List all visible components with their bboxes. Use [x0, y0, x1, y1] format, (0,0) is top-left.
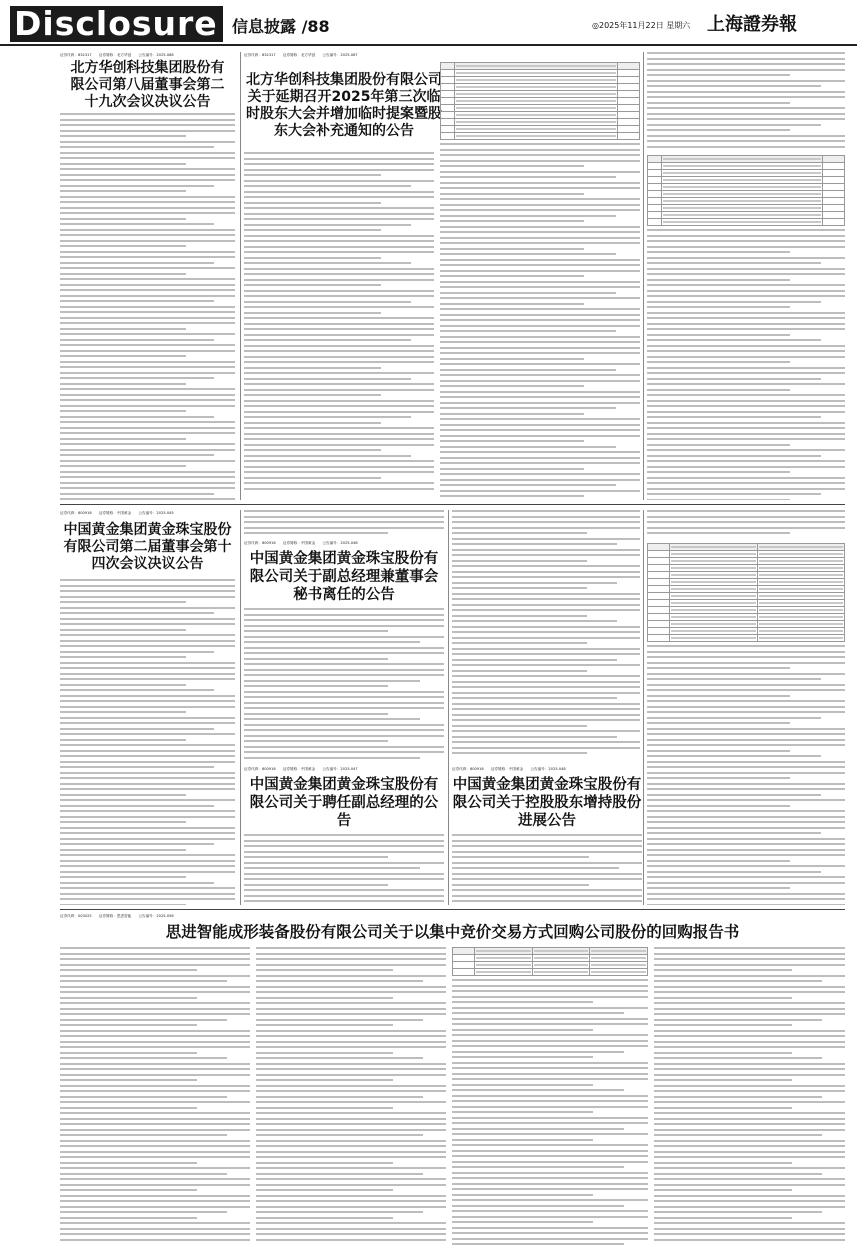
article-title: 北方华创科技集团股份有限公司第八届董事会第二十九次会议决议公告 — [70, 60, 225, 110]
article-body — [256, 947, 446, 1247]
article-sijin-buyback — [60, 913, 845, 1248]
article-meta: 证券代码：600916 证券简称：中国黄金 公告编号：2025-046 — [244, 541, 358, 545]
shareholding-table — [647, 543, 845, 642]
article-body — [452, 510, 640, 762]
article-title: 中国黄金集团黄金珠宝股份有限公司关于副总经理兼董事会秘书离任的公告 — [249, 551, 439, 603]
table-intro — [647, 510, 845, 540]
attachment-text — [647, 52, 845, 152]
newspaper-name: 上海證券報 — [707, 14, 797, 35]
article-body-continued — [440, 143, 640, 500]
masthead — [0, 0, 857, 46]
article-beichuang-meeting — [244, 52, 640, 500]
article-gold-shareholder — [452, 766, 642, 905]
table-notes — [647, 645, 845, 905]
article-gold-secretary-continued — [452, 510, 640, 762]
article-body — [244, 608, 444, 762]
buyback-col-3 — [452, 947, 648, 1247]
article-body — [654, 947, 845, 1247]
article-meta: 证券代码：600916 证券简称：中国黄金 公告编号：2025-048 — [452, 767, 566, 771]
article-gold-secretary — [244, 510, 444, 762]
buyback-share-table — [452, 947, 648, 976]
proposal-table — [440, 62, 640, 140]
article-gold-shareholder-table — [647, 510, 845, 905]
article-gold-vp — [244, 766, 444, 905]
article-body — [60, 113, 235, 500]
article-meta: 证券代码：832317 证券简称：北方华创 公告编号：2025-086 — [60, 53, 174, 57]
article-beichuang-attachment — [647, 52, 845, 500]
article-body-prev — [244, 510, 444, 540]
article-meta: 证券代码：003025 证券简称：思进智能 公告编号：2025-056 — [60, 914, 174, 918]
article-body — [244, 152, 434, 497]
article-title: 中国黄金集团黄金珠宝股份有限公司关于控股股东增持股份进展公告 — [452, 777, 642, 829]
article-body — [452, 834, 642, 905]
buyback-col-1 — [60, 947, 250, 1247]
attachment-text-continued — [647, 229, 845, 500]
issue-date: ◎2025年11月22日 星期六 — [592, 21, 691, 30]
article-beichuang-board — [60, 52, 235, 500]
buyback-col-2 — [256, 947, 446, 1247]
article-title: 思进智能成形装备股份有限公司关于以集中竞价交易方式回购公司股份的回购报告书 — [165, 923, 740, 941]
article-body — [60, 579, 235, 905]
disclosure-logo: Disclosure — [10, 6, 223, 42]
article-title: 中国黄金集团黄金珠宝股份有限公司关于聘任副总经理的公告 — [249, 777, 439, 829]
article-body — [452, 979, 648, 1247]
article-meta: 证券代码：600916 证券简称：中国黄金 公告编号：2025-047 — [244, 767, 358, 771]
section-title: 信息披露 /88 — [232, 17, 330, 36]
article-gold-board — [60, 510, 235, 905]
attachment-table — [647, 155, 845, 226]
article-body — [60, 947, 250, 1247]
article-title: 中国黄金集团黄金珠宝股份有限公司第二届董事会第十四次会议决议公告 — [63, 522, 232, 572]
article-title: 北方华创科技集团股份有限公司关于延期召开2025年第三次临时股东大会并增加临时提案暨股东大会补充通知的公告 — [246, 72, 442, 139]
article-meta: 证券代码：832317 证券简称：北方华创 公告编号：2025-087 — [244, 53, 358, 57]
proposal-column — [440, 52, 640, 500]
buyback-col-4 — [654, 947, 845, 1247]
article-body — [244, 834, 444, 905]
article-meta: 证券代码：600916 证券简称：中国黄金 公告编号：2025-045 — [60, 511, 174, 515]
